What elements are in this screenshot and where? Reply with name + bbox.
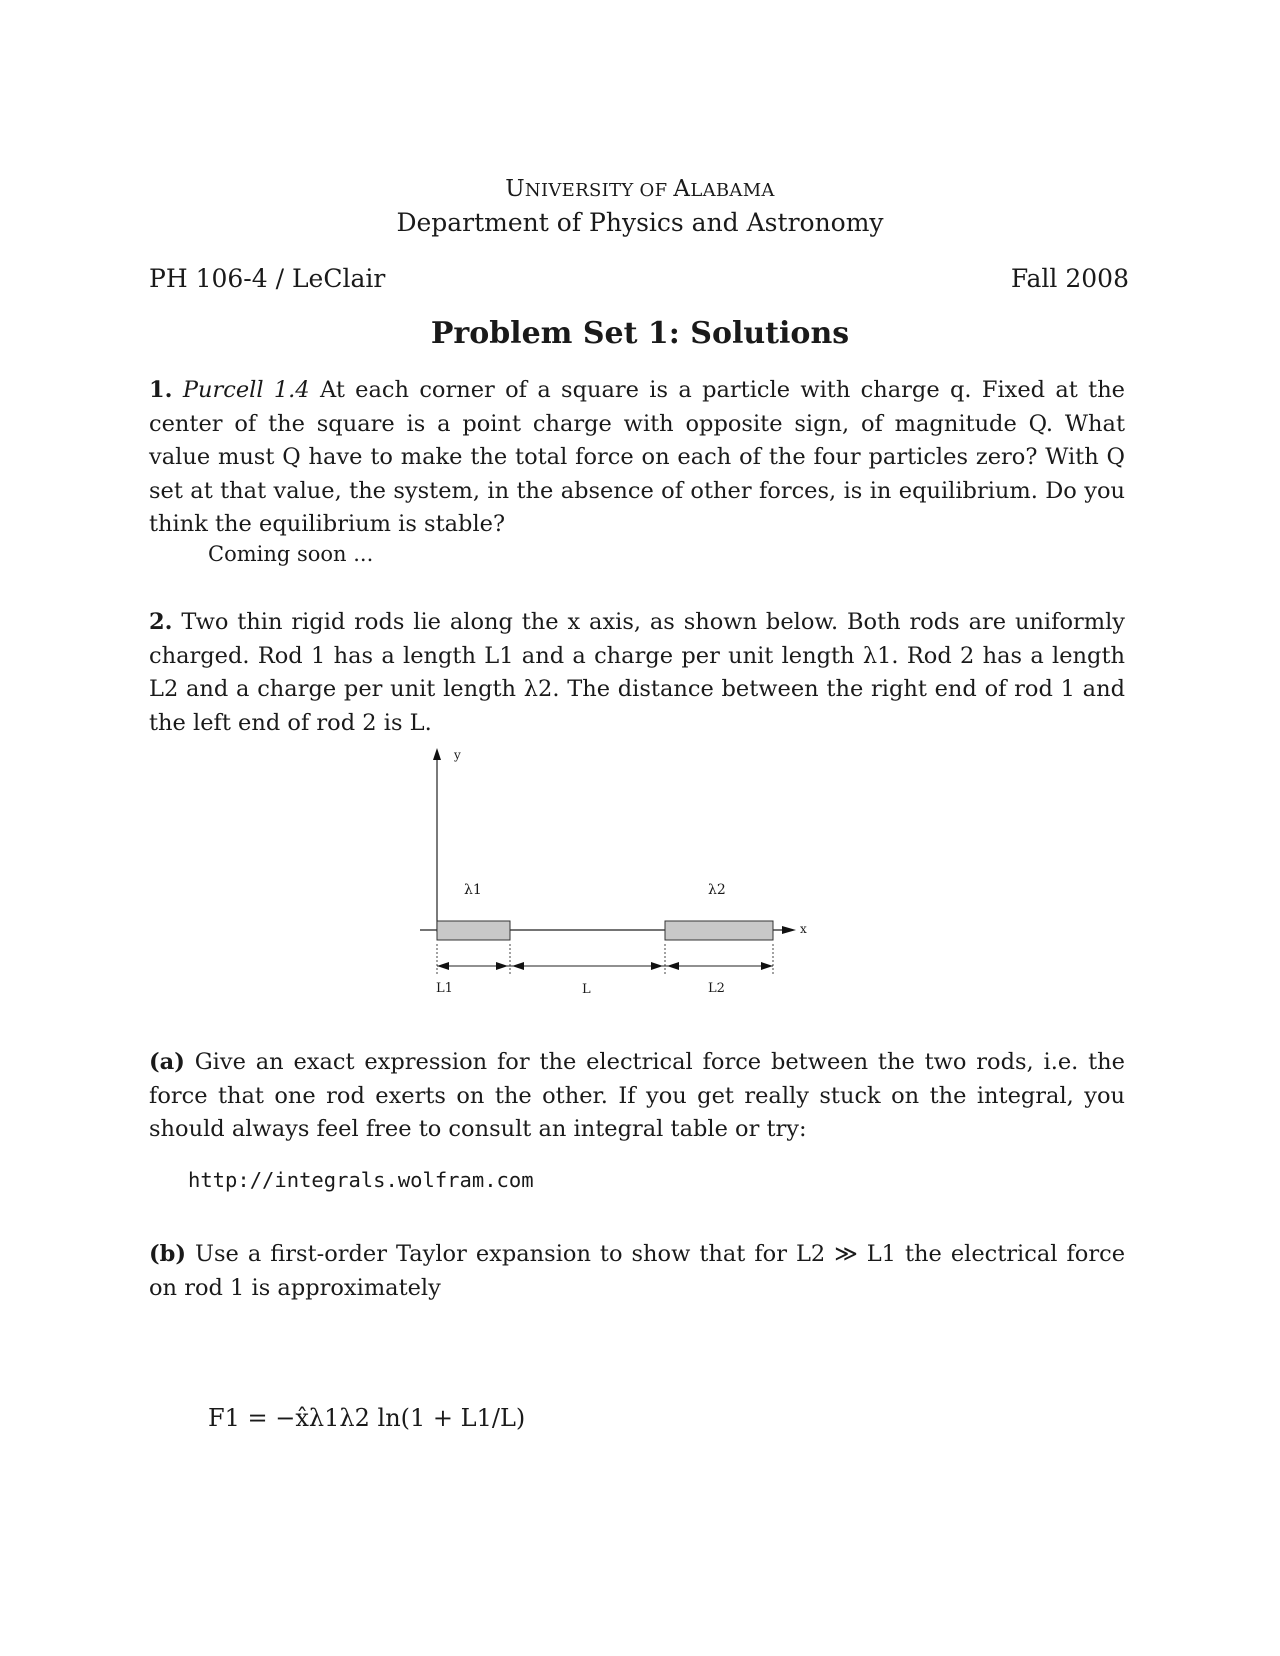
rod-2 bbox=[665, 921, 773, 940]
part-b bbox=[149, 1238, 1125, 1305]
dim-L1-label: L1 bbox=[436, 981, 453, 996]
force-equation: F1 = −x̂λ1λ2 ln(1 + L1/L) bbox=[208, 1404, 526, 1432]
rod-2-charge-label: λ2 bbox=[708, 882, 726, 898]
rod-1 bbox=[437, 921, 510, 940]
dim-L2-label: L2 bbox=[708, 981, 725, 996]
problem-1-answer: Coming soon ... bbox=[208, 542, 374, 566]
department-name: Department of Physics and Astronomy bbox=[396, 208, 884, 237]
problem-2-number: 2. bbox=[149, 609, 173, 635]
problem-1-number: 1. bbox=[149, 377, 173, 403]
problem-1 bbox=[149, 374, 1125, 542]
part-a bbox=[149, 1046, 1125, 1147]
problem-1-source: Purcell 1.4 bbox=[182, 377, 310, 403]
problem-2-text: Two thin rigid rods lie along the x axis, as shown below. Both rods are uniformly charged. Rod 1 has a length L1 and a charge per unit length λ1. Rod 2 has a length L2 and a charge per unit length λ2. The distance between the right end of rod 1 and the left end of rod 2 is L. bbox=[149, 609, 1125, 736]
y-axis-arrow-icon bbox=[433, 748, 441, 760]
term: Fall 2008 bbox=[1010, 264, 1129, 293]
rods-diagram bbox=[420, 748, 840, 1018]
problem-1-text: At each corner of a square is a particle with charge q. Fixed at the center of the square is a point charge with opposite sign, of magnitude Q. What value must Q have to make the total force on each of the four particles zero? With Q set at that value, the system, in the absence of other forces, is in equilibrium. Do you think the equilibrium is stable? bbox=[149, 377, 1125, 537]
rod-1-charge-label: λ1 bbox=[464, 882, 482, 898]
part-b-label: (b) bbox=[149, 1241, 187, 1267]
course-code: PH 106-4 / LeClair bbox=[149, 264, 386, 293]
y-axis-label: y bbox=[454, 748, 461, 762]
page-title: Problem Set 1: Solutions bbox=[430, 316, 850, 351]
x-axis-arrow-icon bbox=[782, 926, 796, 934]
problem-2 bbox=[149, 606, 1125, 740]
part-a-label: (a) bbox=[149, 1049, 185, 1075]
university-name: UNIVERSITY OF ALABAMA bbox=[505, 176, 775, 202]
x-axis-label: x bbox=[800, 922, 807, 936]
part-b-text: Use a first-order Taylor expansion to show that for L2 ≫ L1 the electrical force on rod 1 is approximately bbox=[149, 1241, 1126, 1301]
part-a-text: Give an exact expression for the electrical force between the two rods, i.e. the force that one rod exerts on the other. If you get really stuck on the integral, you should always feel free to consult an integral table or try: bbox=[149, 1049, 1125, 1142]
integral-url[interactable]: http://integrals.wolfram.com bbox=[188, 1168, 534, 1192]
dim-L-label: L bbox=[582, 982, 591, 997]
